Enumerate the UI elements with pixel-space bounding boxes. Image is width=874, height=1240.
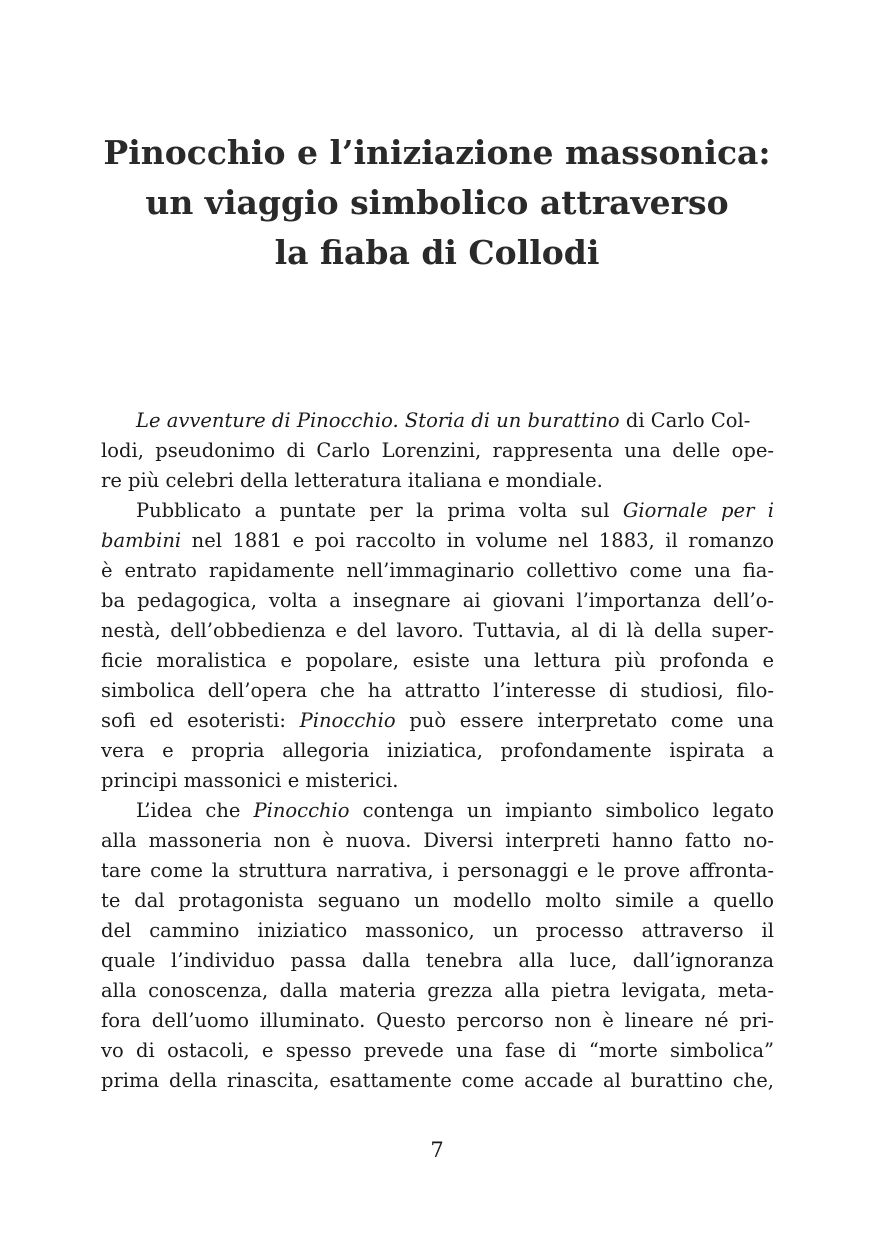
text-segment: può essere interpretato come una: [395, 709, 774, 732]
chapter-title: [60, 128, 814, 278]
title-line-3: la fiaba di Collodi: [274, 233, 600, 272]
text-line: [101, 586, 774, 616]
italic-text: Le avventure di Pinocchio. Storia di un burattino: [136, 409, 620, 432]
text-line: [101, 796, 774, 826]
text-segment: te dal protagonista seguano un modello molto simile a quello: [101, 889, 774, 912]
text-segment: del cammino iniziatico massonico, un processo attraverso il: [101, 919, 774, 942]
italic-text: Giornale per i: [622, 499, 774, 522]
text-segment: principi massonici e misterici.: [101, 769, 399, 792]
text-line: [101, 826, 774, 856]
text-line: [101, 556, 774, 586]
title-line-1: Pinocchio e l’iniziazione massonica:: [103, 133, 771, 172]
text-line: [101, 526, 774, 556]
text-line: [101, 736, 774, 766]
text-segment: nel 1881 e poi raccolto in volume nel 1883, il romanzo: [181, 529, 774, 552]
page-number: 7: [430, 1138, 444, 1162]
text-segment: nestà, dell’obbedienza e del lavoro. Tuttavia, al di là della super-: [101, 619, 774, 642]
text-line: [101, 496, 774, 526]
italic-text: Pinocchio: [253, 799, 350, 822]
text-segment: di Carlo Col-: [619, 409, 751, 432]
text-line: [101, 646, 774, 676]
text-segment: contenga un impianto simbolico legato: [349, 799, 774, 822]
title-line-2: un viaggio simbolico attraverso: [145, 183, 729, 222]
text-segment: fora dell’uomo illuminato. Questo percorso non è lineare né pri-: [101, 1009, 774, 1032]
text-segment: sofi ed esoteristi:: [101, 709, 300, 732]
text-line: [101, 436, 774, 466]
text-segment: ba pedagogica, volta a insegnare ai giovani l’importanza dell’o-: [101, 589, 774, 612]
text-line: [101, 406, 774, 436]
text-line: [101, 1066, 774, 1096]
text-segment: è entrato rapidamente nell’immaginario collettivo come una fia-: [101, 559, 774, 582]
text-line: [101, 676, 774, 706]
italic-text: bambini: [101, 529, 182, 552]
text-segment: vo di ostacoli, e spesso prevede una fase di “morte simbolica”: [101, 1039, 774, 1062]
text-segment: vera e propria allegoria iniziatica, profondamente ispirata a: [101, 739, 774, 762]
text-segment: alla conoscenza, dalla materia grezza alla pietra levigata, meta-: [101, 979, 774, 1002]
text-segment: quale l’individuo passa dalla tenebra alla luce, dall’ignoranza: [101, 949, 774, 972]
text-line: [101, 1006, 774, 1036]
text-segment: tare come la struttura narrativa, i personaggi e le prove affronta-: [101, 859, 774, 882]
text-segment: L’idea che: [136, 799, 254, 822]
text-segment: re più celebri della letteratura italiana e mondiale.: [101, 469, 603, 492]
text-segment: simbolica dell’opera che ha attratto l’interesse di studiosi, filo-: [101, 679, 774, 702]
text-segment: prima della rinascita, esattamente come accade al burattino che,: [101, 1069, 774, 1092]
text-segment: ficie moralistica e popolare, esiste una lettura più profonda e: [101, 649, 774, 672]
text-segment: alla massoneria non è nuova. Diversi interpreti hanno fatto no-: [101, 829, 774, 852]
text-line: [101, 916, 774, 946]
text-line: [101, 856, 774, 886]
text-line: [101, 1036, 774, 1066]
text-line: [101, 466, 774, 496]
text-line: [101, 706, 774, 736]
text-line: [101, 616, 774, 646]
text-line: [101, 886, 774, 916]
text-segment: lodi, pseudonimo di Carlo Lorenzini, rappresenta una delle ope-: [101, 439, 774, 462]
italic-text: Pinocchio: [299, 709, 396, 732]
text-line: [101, 976, 774, 1006]
text-line: [101, 766, 774, 796]
text-line: [101, 946, 774, 976]
text-segment: Pubblicato a puntate per la prima volta sul: [136, 499, 623, 522]
body-text: [101, 406, 774, 1096]
